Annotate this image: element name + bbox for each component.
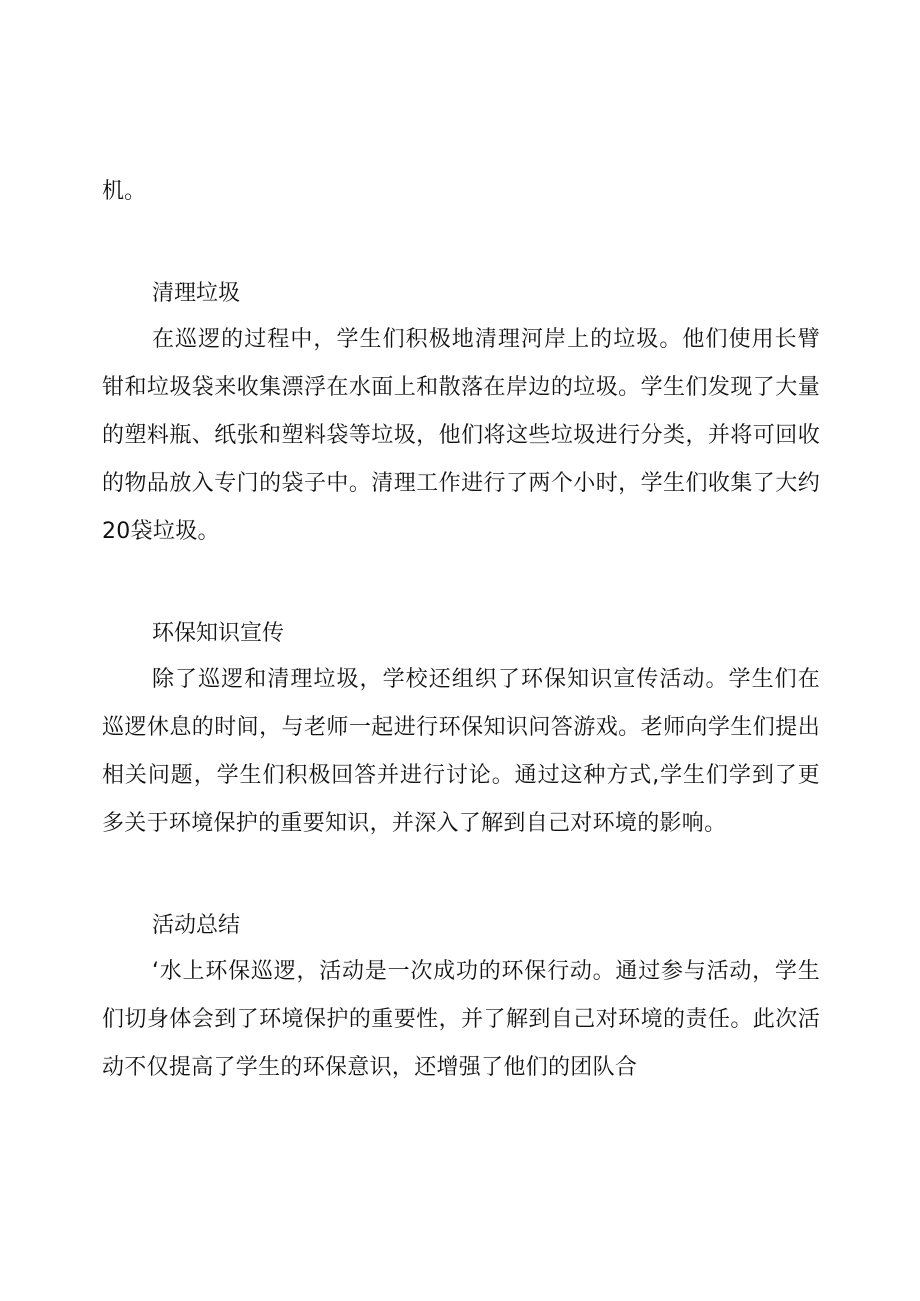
paragraph-cleanup: 在巡逻的过程中，学生们积极地清理河岸上的垃圾。他们使用长臂钳和垃圾袋来收集漂浮在水面上和散落在岸边的垃圾。学生们发现了大量的塑料瓶、纸张和塑料袋等垃圾，他们将这些垃圾进行分类，并将可回收的物品放入专门的袋子中。清理工作进行了两个小时，学生们收集了大约20袋垃圾。	[102, 327, 820, 544]
section-heading-cleanup: 清理垃圾	[152, 280, 241, 305]
section-body-cleanup	[102, 316, 820, 556]
section-body-education	[102, 656, 820, 848]
section-heading-education: 环保知识宣传	[152, 620, 285, 645]
paragraph-education: 除了巡逻和清理垃圾，学校还组织了环保知识宣传活动。学生们在巡逻休息的时间，与老师一起进行环保知识问答游戏。老师向学生们提出相关问题，学生们积极回答并进行讨论。通过这种方式,学生们学到了更多关于环境保护的重要知识，并深入了解到自己对环境的影响。	[102, 667, 820, 836]
section-body-summary	[102, 948, 820, 1092]
continued-text-fragment: 机。	[102, 179, 147, 204]
paragraph-summary: ‘水上环保巡逻，活动是一次成功的环保行动。通过参与活动，学生们切身体会到了环境保护的重要性，并了解到自己对环境的责任。此次活动不仅提高了学生的环保意识，还增强了他们的团队合	[102, 959, 820, 1080]
section-heading-summary: 活动总结	[152, 912, 241, 937]
